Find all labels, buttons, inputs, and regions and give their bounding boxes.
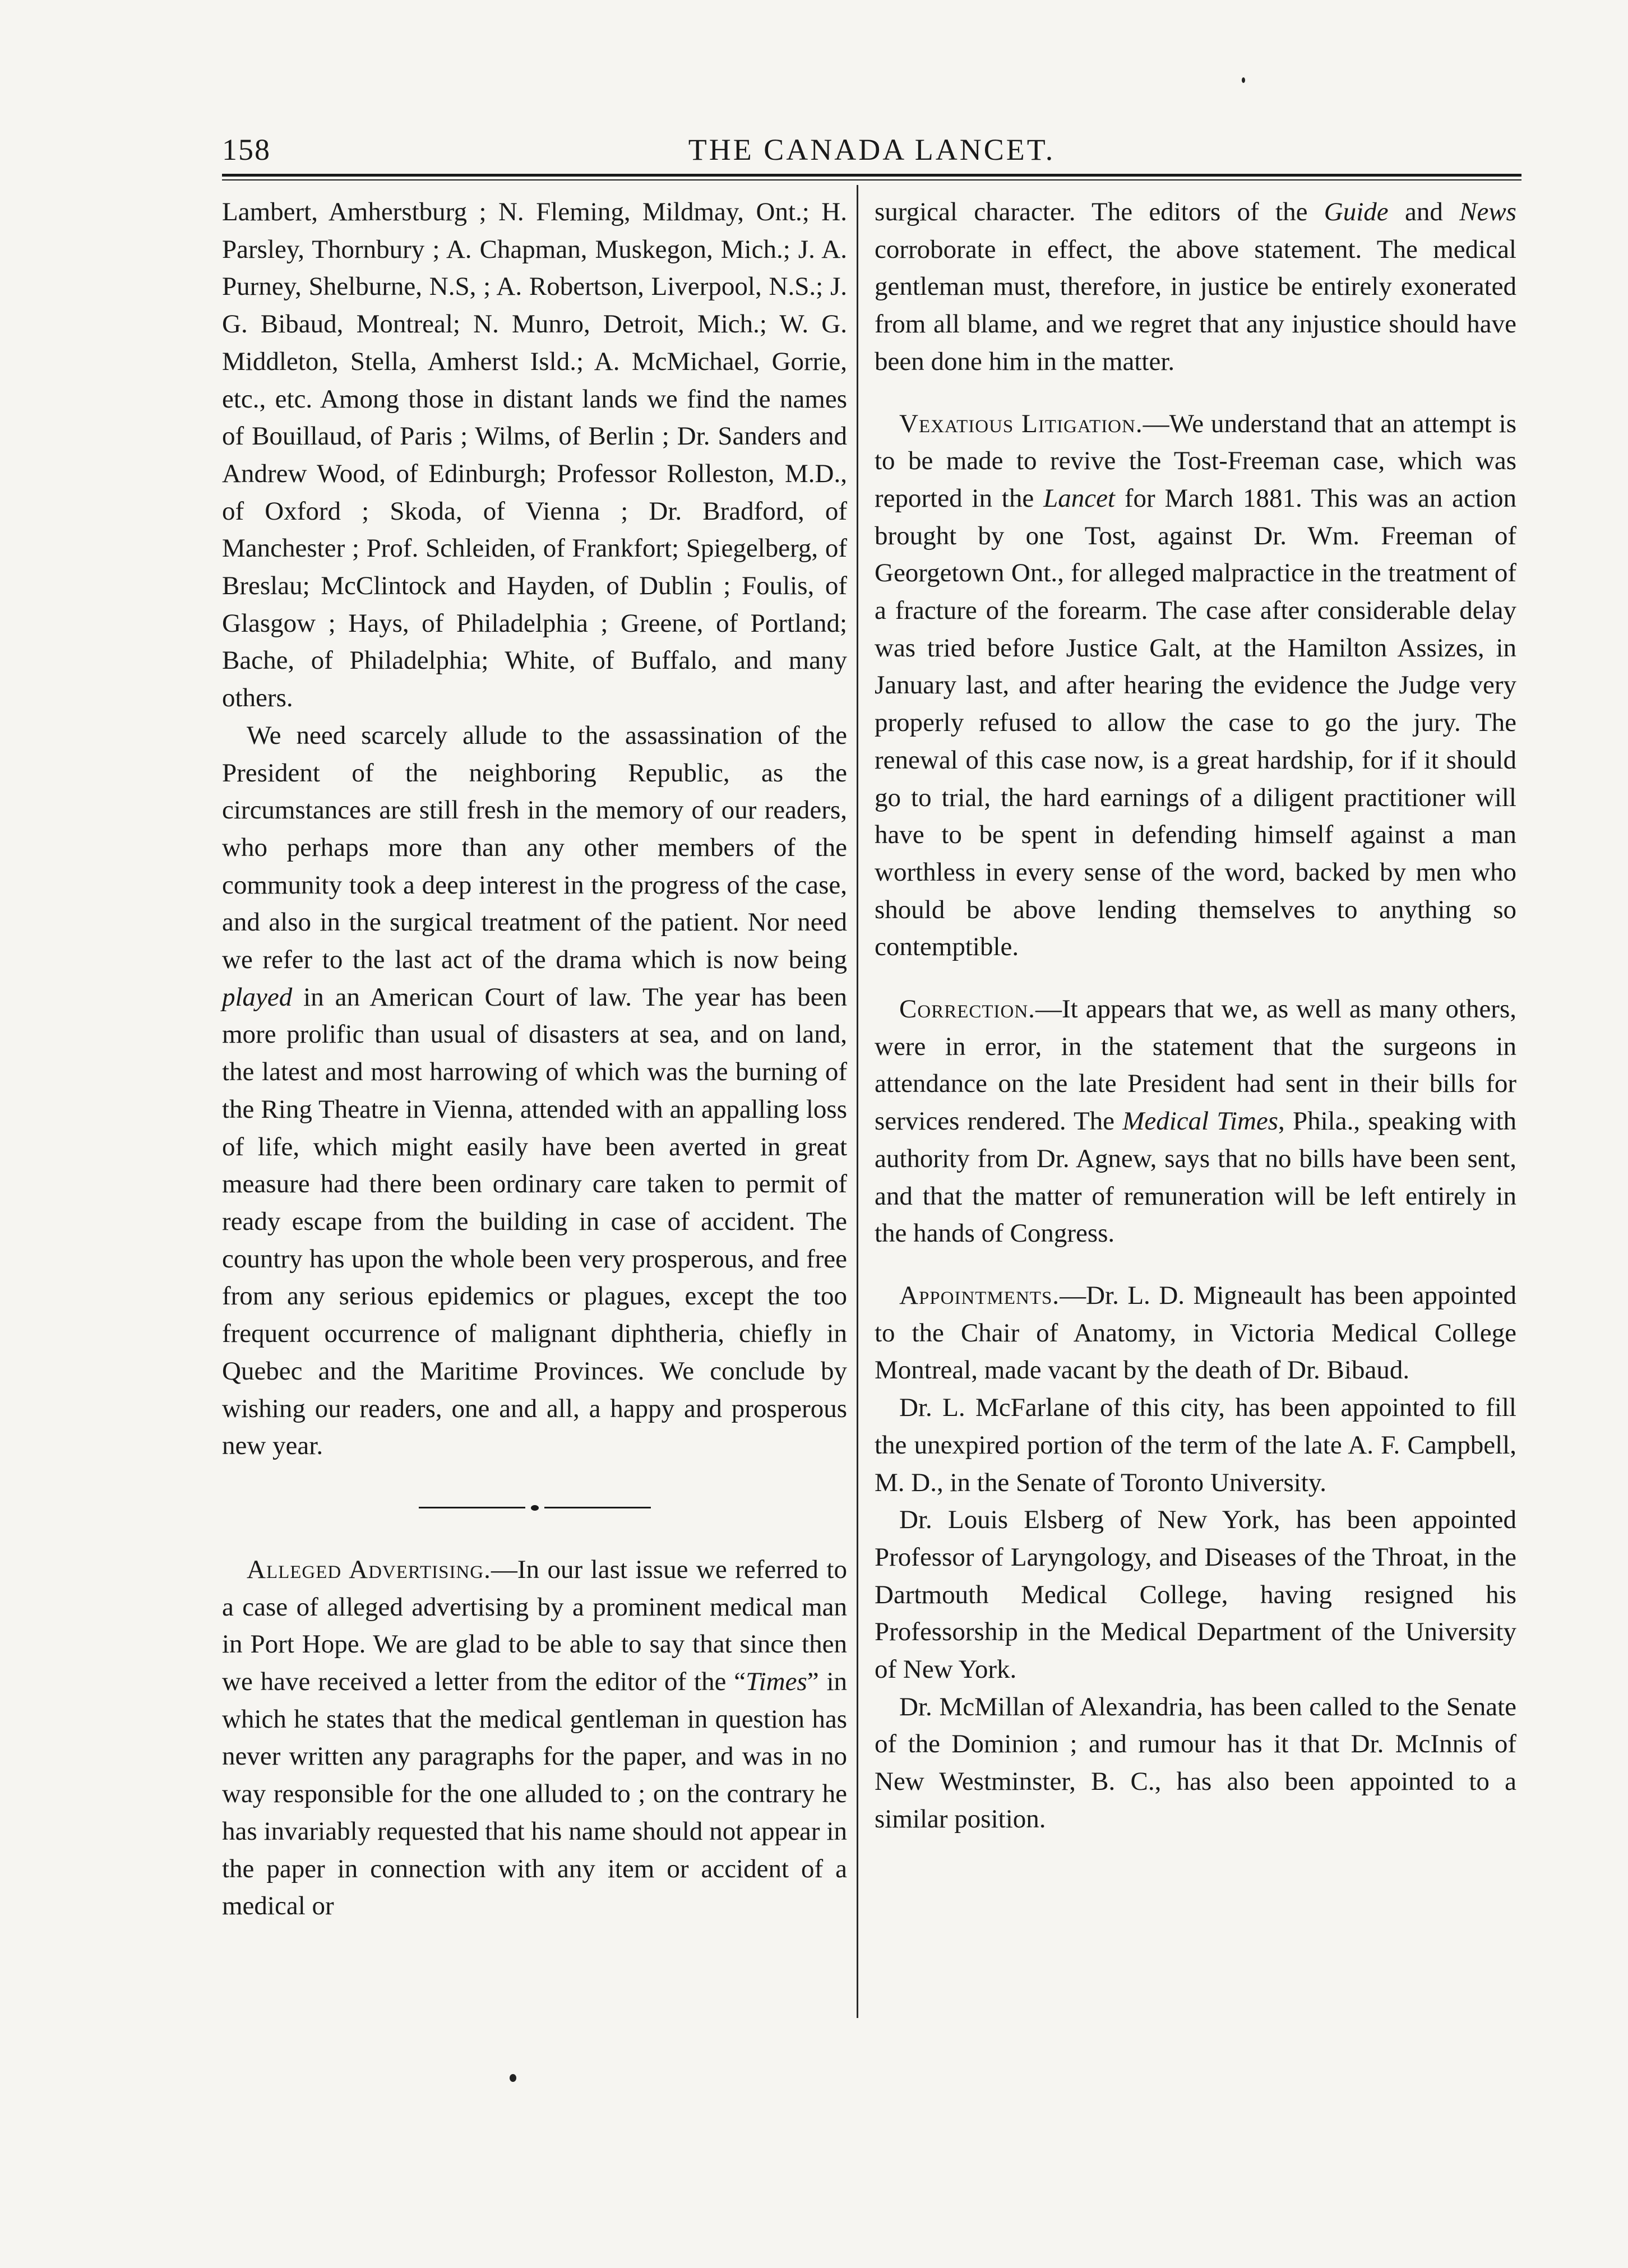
spacer: [222, 1526, 847, 1551]
text-run: for March 1881. This was an action brought by one Tost, against Dr. Wm. Freeman of Georgetown Ont., for alleged malpractice in the treatment of a fracture of the forearm. The case after considerable delay was tried before Justice Galt, at the Hamilton Assizes, in January last, and after hearing the evidence the Judge very properly refused to allow the case to go the jury. The renewal of this case now, is a great hardship, for if it should go to trial, the hard earnings of a diligent practitioner will have to be spent in defending himself against a man worthless in every sense of the word, backed by men who should be above lending themselves to anything so contemptible.: [875, 483, 1517, 962]
section-appointments: [875, 1277, 1516, 1389]
text-run: , Phila., speaking with authority from Dr. Agnew, says that no bills have been sent, and that the matter of remuneration will be left entirely in the hands of Congress.: [875, 1107, 1517, 1248]
section-heading: Alleged Advertising.: [247, 1554, 491, 1584]
section-vexatious-litigation: [875, 405, 1516, 966]
italic-word: played: [222, 982, 293, 1012]
text-run: in an American Court of law. The year has been more prolific than usual of disasters at sea, and on land, the latest and most harrowing of which was the burning of the Ring Theatre in Vienna, attended with an appalling loss of life, which might easily have been averted in great measure had there been ordinary care taken to permit of ready escape from the building in case of accident. The country has upon the whole been very prosperous, and free from any serious epidemics or plagues, except the too frequent occurrence of malignant diphtheria, chiefly in Quebec and the Maritime Provinces. We conclude by wishing our readers, one and all, a happy and prosperous new year.: [222, 982, 847, 1461]
spacer: [222, 1465, 847, 1489]
ornament-dot: [531, 1505, 539, 1511]
text-run: —In our last issue we referred to a case of alleged advertising by a prominent medical man in Port Hope. We are glad to be able to say that since then we have received a letter from the editor of the “: [222, 1554, 847, 1697]
text-run: surgical character. The editors of the: [875, 197, 1324, 226]
ornament-line-right: [544, 1507, 651, 1508]
left-column: [222, 193, 847, 1925]
ornament-line-left: [419, 1507, 525, 1508]
print-speck: [1242, 77, 1245, 83]
text-run: —Dr. L. D. Migneault has been appointed to the Chair of Anatomy, in Victoria Medical College Montreal, made vacant by the death of Dr. Bibaud.: [875, 1280, 1516, 1385]
italic-word: Times: [746, 1667, 807, 1697]
spacer: [875, 381, 1516, 405]
text-run: corroborate in effect, the above statement. The medical gentleman must, therefore, in justice be entirely exonerated from all blame, and we regret that any injustice should have been done him in the matter.: [875, 234, 1516, 376]
text-run: —It appears that we, as well as many others, were in error, in the statement that the surgeons in attendance on the late President had sent in their bills for services rendered. The: [875, 994, 1516, 1136]
section-alleged-advertising: [222, 1551, 847, 1925]
print-speck: [510, 2074, 516, 2082]
section-heading: Correction.: [899, 994, 1035, 1024]
text-run: ” in which he states that the medical gentleman in question has never written any paragraphs for the paper, and was in no way responsible for the one alluded to ; on the contrary he has invariably requested that his name should not appear in the paper in connection with any item or accident of a medical or: [222, 1667, 847, 1921]
section-ornament: [222, 1489, 847, 1526]
header-rule: [222, 174, 1521, 177]
italic-word: Lancet: [1043, 483, 1115, 513]
italic-word: Medical Times: [1122, 1107, 1279, 1136]
paragraph-appointment-mcmillan: Dr. McMillan of Alexandria, has been called to the Senate of the Dominion ; and rumour has it that Dr. McInnis of New Westminster, B. C., has also been appointed to a similar position.: [875, 1692, 1516, 1834]
paragraph-names-list: Lambert, Amherstburg ; N. Fleming, Mildmay, Ont.; H. Parsley, Thornbury ; A. Chapman, Muskegon, Mich.; J. A. Purney, Shelburne, N.S, ; A. Robertson, Liverpool, N.S.; J. G. Bibaud, Montreal; N. Munro, Detroit, Mich.; W. G. Middleton, Stella, Amherst Isld.; A. McMichael, Gorrie, etc., etc. Among those in distant lands we find the names of Bouillaud, of Paris ; Wilms, of Berlin ; Dr. Sanders and Andrew Wood, of Edinburgh; Professor Rolleston, M.D., of Oxford ; Skoda, of Vienna ; Dr. Bradford, of Manchester ; Prof. Schleiden, of Frankfort; Spiegelberg, of Breslau; McClintock and Hayden, of Dublin ; Foulis, of Glasgow ; Hays, of Philadelphia ; Greene, of Portland; Bache, of Philadelphia; White, of Buffalo, and many others.: [222, 197, 847, 713]
section-correction: [875, 990, 1516, 1252]
italic-word: News: [1459, 197, 1516, 226]
right-column: [875, 193, 1516, 1838]
spacer: [875, 1252, 1516, 1277]
spacer: [875, 966, 1516, 990]
page-header: [222, 132, 1521, 177]
text-run: and: [1388, 197, 1460, 226]
paragraph-continuation: [875, 193, 1516, 381]
section-heading: Appointments.: [899, 1280, 1060, 1310]
italic-word: Guide: [1324, 197, 1389, 226]
column-divider: [857, 185, 858, 2018]
paragraph-year-review: [222, 717, 847, 1465]
text-run: We need scarcely allude to the assassination of the President of the neighboring Republic, as the circumstances are still fresh in the memory of our readers, who perhaps more than any other members of the community took a deep interest in the progress of the case, and also in the surgical treatment of the patient. Nor need we refer to the last act of the drama which is now being: [222, 720, 847, 975]
paragraph-appointment-elsberg: Dr. Louis Elsberg of New York, has been appointed Professor of Laryngology, and Diseases of the Throat, in the Dartmouth Medical College, having resigned his Professorship in the Medical Department of the University of New York.: [875, 1505, 1516, 1684]
section-heading: Vexatious Litigation.: [899, 409, 1143, 438]
running-title: THE CANADA LANCET.: [688, 133, 1056, 166]
text-run: —We understand that an attempt is to be made to revive the Tost-Freeman case, which was reported in the: [875, 409, 1516, 513]
header-rule-thin: [222, 179, 1521, 180]
page-number: 158: [222, 133, 271, 166]
paragraph-appointment-mcfarlane: Dr. L. McFarlane of this city, has been appointed to fill the unexpired portion of the term of the late A. F. Campbell, M. D., in the Senate of Toronto University.: [875, 1393, 1516, 1497]
